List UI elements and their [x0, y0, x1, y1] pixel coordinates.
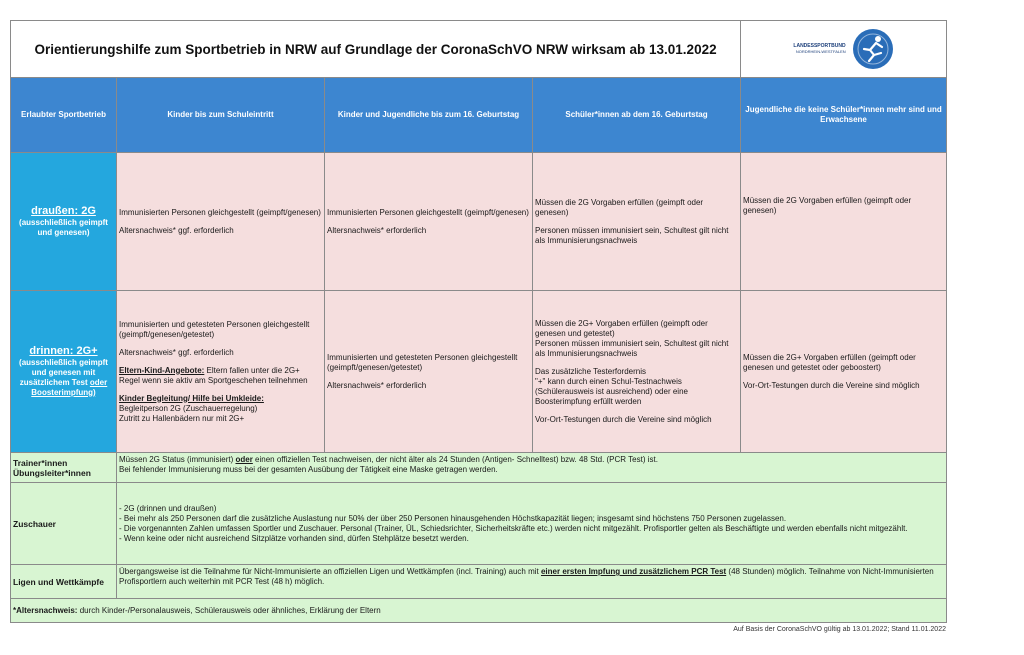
spacer: [743, 224, 944, 248]
header-sportbetrieb: Erlaubter Sportbetrieb: [11, 78, 117, 153]
text: durch Kinder-/Personalausweis, Schülerausweis oder ähnliches, Erklärung der Eltern: [77, 605, 381, 615]
eltern-kind-label: Eltern-Kind-Angebote:: [119, 365, 205, 375]
cell-trainer: [117, 453, 947, 483]
footer-note: Auf Basis der CoronaSchVO gültig ab 13.01.2022; Stand 11.01.2022: [733, 626, 946, 633]
list-item: - Wenn keine oder nicht ausreichend Sitzplätze vorhanden sind, dürfen Stehplätze besetzt werden.: [119, 533, 469, 543]
logo-line2: NORDRHEIN-WESTFALEN: [795, 49, 846, 54]
list-item: - 2G (drinnen und draußen): [119, 503, 217, 513]
altersnachweis-note: [11, 599, 947, 623]
row-label-ligen: Ligen und Wettkämpfe: [11, 565, 117, 599]
trainer-line1: [119, 455, 944, 465]
document: [10, 20, 946, 623]
text: Begleitperson 2G (Zuschauerregelung): [119, 403, 258, 413]
text: "+" kann durch einen Schul-Testnachweis (Schülerausweis ist ausreichend) oder eine Boosterimpfung erfüllt werden: [535, 376, 688, 406]
list-item: - Bei mehr als 250 Personen darf die zusätzliche Auslastung nur 50% der über 250 Personen hinausgehenden Höchstkapazität liegen; insgesamt sind höchstens 750 Personen zugelassen.: [119, 513, 787, 523]
text: Müssen 2G Status (immunisiert): [119, 455, 236, 464]
text: Müssen die 2G+ Vorgaben erfüllen (geimpft oder genesen und getestet oder geboostert): [743, 352, 916, 372]
begleitung-label: Kinder Begleitung/ Hilfe bei Umkleide:: [119, 393, 264, 403]
text: Altersnachweis* ggf. erforderlich: [119, 347, 234, 357]
drinnen-subtitle-2: oder Boosterimpfung): [31, 377, 108, 397]
trainer-line2: Bei fehlender Immunisierung muss bei der gesamten Ausübung der Tätigkeit eine Maske getragen werden.: [119, 465, 498, 474]
drinnen-title: drinnen: 2G+: [29, 344, 98, 357]
text: Altersnachweis* ggf. erforderlich: [119, 225, 234, 235]
rules-table: [10, 20, 947, 623]
list-item: - Die vorgenannten Zahlen umfassen Sportler und Zuschauer. Personal (Trainer, ÜL, Schiedsrichter, Sicherheitskräfte etc.) werden nicht mitgezählt. Profisportler gelten als Beschäftigte und werden ebenfalls nicht mitgezählt.: [119, 523, 908, 533]
text: Müssen die 2G+ Vorgaben erfüllen (geimpft oder genesen und getestet): [535, 318, 708, 338]
cell-drinnen-kinder: [117, 291, 325, 453]
text: Das zusätzliche Testerfordernis: [535, 366, 647, 376]
text: Vor-Ort-Testungen durch die Vereine sind möglich: [535, 414, 712, 424]
text: Immunisierten und getesteten Personen gleichgestellt (geimpft/genesen/getestet): [327, 352, 518, 372]
drinnen-subtitle: (ausschließlich geimpft und genesen mit zusätzlichem Test: [19, 357, 108, 387]
draussen-title: draußen: 2G: [31, 204, 96, 217]
text: Immunisierten Personen gleichgestellt (geimpft/genesen): [119, 207, 321, 217]
row-label-drinnen: [11, 291, 117, 453]
row-label-draussen: [11, 153, 117, 291]
text: Altersnachweis* erforderlich: [327, 380, 427, 390]
text: Übergangsweise ist die Teilnahme für Nicht-Immunisierte an offiziellen Ligen und Wettkämpfen (incl. Training) auch mit: [119, 567, 541, 576]
text: Zutritt zu Hallenbädern nur mit 2G+: [119, 413, 245, 423]
draussen-subtitle: (ausschließlich geimpft und genesen): [19, 217, 108, 237]
row-label-zuschauer: Zuschauer: [11, 483, 117, 565]
text: Immunisierten und getesteten Personen gleichgestellt (geimpft/genesen/getestet): [119, 319, 310, 339]
cell-draussen-jugendliche: [325, 153, 533, 291]
cell-draussen-schueler: [533, 153, 741, 291]
eltern-kind-text: [119, 366, 322, 386]
text: Müssen die 2G Vorgaben erfüllen (geimpft oder genesen): [535, 197, 704, 217]
altersnachweis-label: *Altersnachweis:: [13, 605, 78, 615]
runner-emblem-icon: [852, 28, 894, 70]
text: Vor-Ort-Testungen durch die Vereine sind möglich: [743, 380, 920, 390]
begleitung-text: [119, 394, 322, 424]
oder-emphasis: oder: [235, 455, 253, 464]
zuschauer-list: [119, 504, 944, 544]
cell-ligen: [117, 565, 947, 599]
text: (48 Stunden) möglich. Teilnahme von Nicht-Immunisierten Profisportlern auch weiterhin mit PCR Test (48 h) möglich.: [119, 567, 934, 586]
cell-draussen-erwachsene: [741, 153, 947, 291]
text: Müssen die 2G Vorgaben erfüllen (geimpft oder genesen): [743, 195, 912, 215]
cell-zuschauer: [117, 483, 947, 565]
text: einen offiziellen Test nachweisen, der nicht älter als 24 Stunden (Antigen- Schnelltest) bzw. 48 Std. (PCR Test) ist.: [252, 455, 658, 464]
text: Personen müssen immunisiert sein, Schultest gilt nicht als Immunisierungsnachweis: [535, 225, 729, 245]
document-title: Orientierungshilfe zum Sportbetrieb in NRW auf Grundlage der CoronaSchVO NRW wirksam ab 13.01.2022: [11, 21, 741, 78]
text: Eltern fallen unter die 2G+ Regel wenn sie aktiv am Sportgeschehen teilnehmen: [119, 365, 308, 385]
header-kinder-schuleintritt: Kinder bis zum Schuleintritt: [117, 78, 325, 153]
pcr-emphasis: einer ersten Impfung und zusätzlichem PCR Test: [540, 567, 727, 576]
cell-draussen-kinder: [117, 153, 325, 291]
cell-drinnen-schueler: [533, 291, 741, 453]
row-label-trainer: Trainer*innen Übungsleiter*innen: [11, 453, 117, 483]
header-kinder-16: Kinder und Jugendliche bis zum 16. Geburtstag: [325, 78, 533, 153]
cell-drinnen-erwachsene: [741, 291, 947, 453]
cell-drinnen-jugendliche: [325, 291, 533, 453]
header-erwachsene: Jugendliche die keine Schüler*innen mehr sind und Erwachsene: [741, 78, 947, 153]
logo-wordmark: [793, 43, 845, 55]
logo-line1: LANDESSPORTBUND: [793, 43, 846, 49]
text: Immunisierten Personen gleichgestellt (geimpft/genesen): [327, 207, 529, 217]
logo: [741, 21, 947, 78]
header-schueler-ab-16: Schüler*innen ab dem 16. Geburtstag: [533, 78, 741, 153]
text: Personen müssen immunisiert sein, Schultest gilt nicht als Immunisierungsnachweis: [535, 338, 729, 358]
text: Altersnachweis* erforderlich: [327, 225, 427, 235]
